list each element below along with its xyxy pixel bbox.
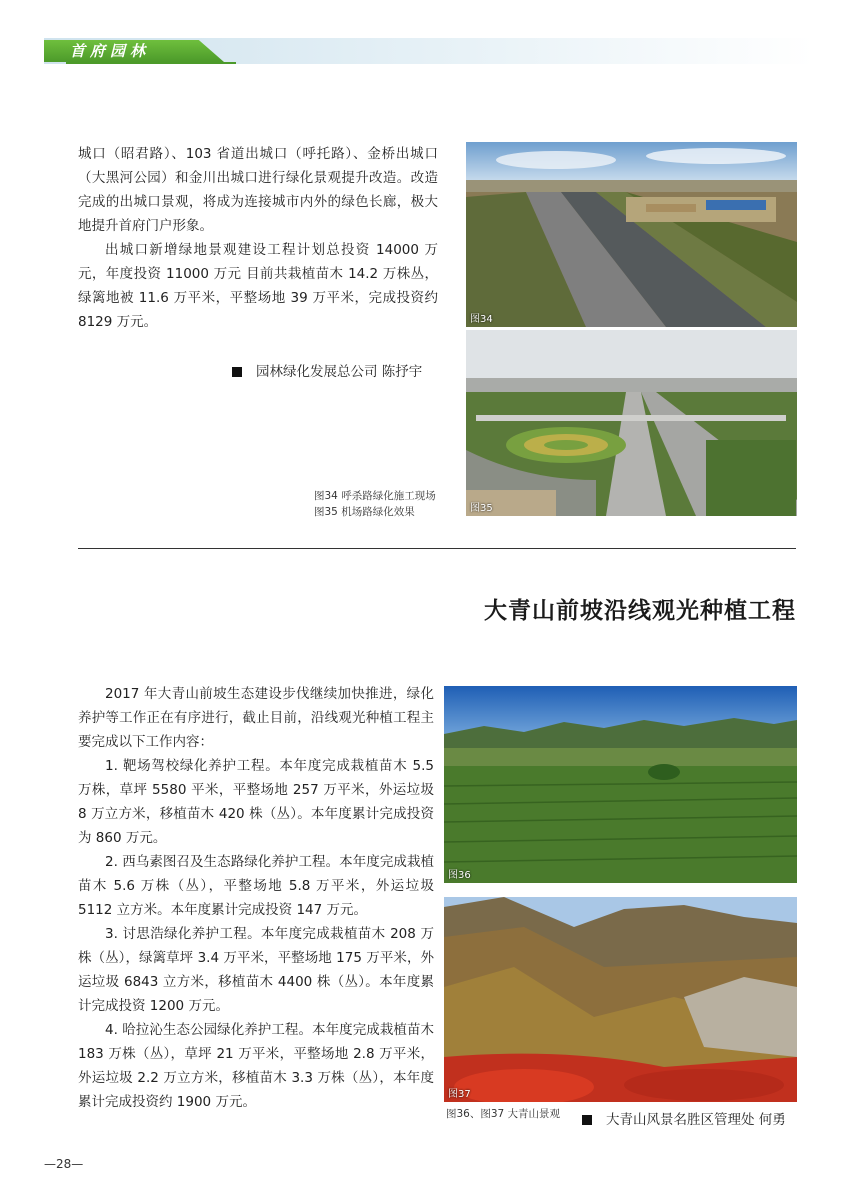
section1-signature-text: 园林绿化发展总公司 陈抒宇 [256, 364, 423, 380]
header-banner-underline [66, 62, 236, 64]
section2-title: 大青山前坡沿线观光种植工程 [484, 598, 796, 624]
photo-fig36 [444, 686, 797, 883]
photo-fig36-label: 图36 [448, 870, 471, 881]
section1-paragraph: 城口（昭君路）、103 省道出城口（呼托路）、金桥出城口（大黑河公园）和金川出城口进行绿化景观提升改造。改造完成的出城口景观，将成为连接城市内外的绿色长廊，极大地提升首府门户形象。 [78, 146, 438, 234]
signature-square-icon [582, 1115, 592, 1125]
photo-fig34 [466, 142, 797, 327]
section2-paragraph: 3. 讨思浩绿化养护工程。本年度完成栽植苗木 208 万株（丛），绿篱草坪 3.4 万平米，平整场地 175 万平米，外运垃圾 6843 立方米，移植苗木 4400 株（丛）。本年度累计完成投资 1200 万元。 [78, 926, 434, 1014]
photo-fig35-label: 图35 [470, 503, 493, 514]
section2-signature [582, 1108, 786, 1128]
section2-paragraph: 2. 西乌素图召及生态路绿化养护工程。本年度完成栽植苗木 5.6 万株（丛），平整场地 5.8 万平米，外运垃圾 5112 立方米。本年度累计完成投资 147 万元。 [78, 854, 434, 918]
section2-caption: 图36、图37 大青山景观 [446, 1108, 561, 1120]
section1-paragraph: 出城口新增绿地景观建设工程计划总投资 14000 万元，年度投资 11000 万元 目前共栽植苗木 14.2 万株丛，绿篱地被 11.6 万平米，平整场地 39 万平米，完成投资约 8129 万元。 [78, 242, 438, 330]
section-divider [78, 548, 796, 549]
signature-square-icon [232, 367, 242, 377]
section2-paragraph: 2017 年大青山前坡生态建设步伐继续加快推进，绿化养护等工作正在有序进行，截止目前，沿线观光种植工程主要完成以下工作内容： [78, 686, 434, 750]
section2-signature-text: 大青山风景名胜区管理处 何勇 [606, 1112, 786, 1128]
section1-signature [232, 360, 422, 380]
page-number: —28— [44, 1157, 84, 1171]
section1-text [78, 142, 438, 334]
caption-fig35: 图35 机场路绿化效果 [314, 506, 415, 518]
photo-fig34-label: 图34 [470, 314, 493, 325]
section2-text [78, 682, 434, 1114]
section2-paragraph: 1. 靶场驾校绿化养护工程。本年度完成栽植苗木 5.5 万株，草坪 5580 平米，平整场地 257 万平米，外运垃圾 8 万立方米，移植苗木 420 株（丛）。本年度累计完成投资为 860 万元。 [78, 758, 434, 846]
header-title: 首府园林 [70, 42, 151, 60]
photo-fig37-label: 图37 [448, 1089, 471, 1100]
section2-paragraph: 4. 哈拉沁生态公园绿化养护工程。本年度完成栽植苗木 183 万株（丛），草坪 21 万平米，平整场地 2.8 万平米，外运垃圾 2.2 万立方米，移植苗木 3.3 万株（丛），本年度累计完成投资约 1900 万元。 [78, 1022, 434, 1110]
section1-captions [314, 488, 436, 520]
caption-fig34: 图34 呼杀路绿化施工现场 [314, 490, 436, 502]
photo-fig37 [444, 897, 797, 1102]
photo-fig35 [466, 330, 797, 516]
